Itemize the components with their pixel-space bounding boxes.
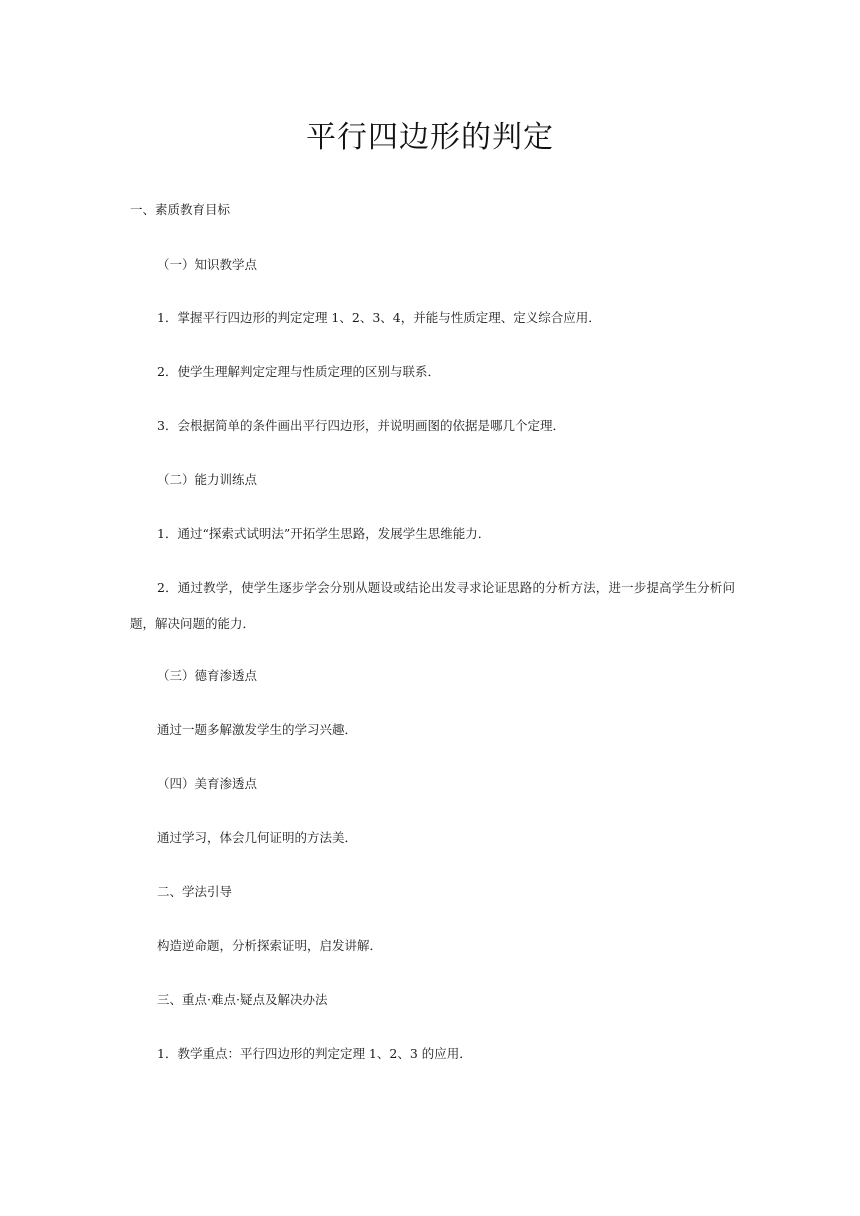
subsection-heading: （四）美育渗透点: [157, 776, 258, 791]
section-heading: 三、重点·难点·疑点及解决办法: [157, 992, 328, 1007]
subsection-heading: （一）知识教学点: [157, 257, 258, 272]
document-title: 平行四边形的判定: [306, 120, 554, 155]
subsection-heading: （二）能力训练点: [157, 472, 258, 487]
paragraph: 构造逆命题，分析探索证明，启发讲解．: [157, 938, 383, 953]
section-heading: 二、学法引导: [157, 884, 233, 899]
paragraph: 通过一题多解激发学生的学习兴趣．: [157, 722, 358, 737]
paragraph: 通过学习，体会几何证明的方法美．: [157, 830, 358, 845]
paragraph: 2．使学生理解判定定理与性质定理的区别与联系．: [157, 364, 440, 379]
paragraph: 3．会根据简单的条件画出平行四边形，并说明画图的依据是哪几个定理．: [157, 418, 565, 433]
paragraph: 1．通过“探索式试明法”开拓学生思路，发展学生思维能力．: [157, 526, 491, 541]
section-heading: 一、素质教育目标: [130, 202, 231, 217]
subsection-heading: （三）德育渗透点: [157, 668, 258, 683]
paragraph: 1．教学重点：平行四边形的判定定理 1、2、3 的应用．: [157, 1046, 472, 1061]
paragraph: 1．掌握平行四边形的判定定理 1、2、3、4，并能与性质定理、定义综合应用．: [157, 310, 601, 325]
paragraph: 2．通过教学，使学生逐步学会分别从题设或结论出发寻求论证思路的分析方法，进一步提高学生分析问题，解决问题的能力．: [130, 580, 735, 631]
